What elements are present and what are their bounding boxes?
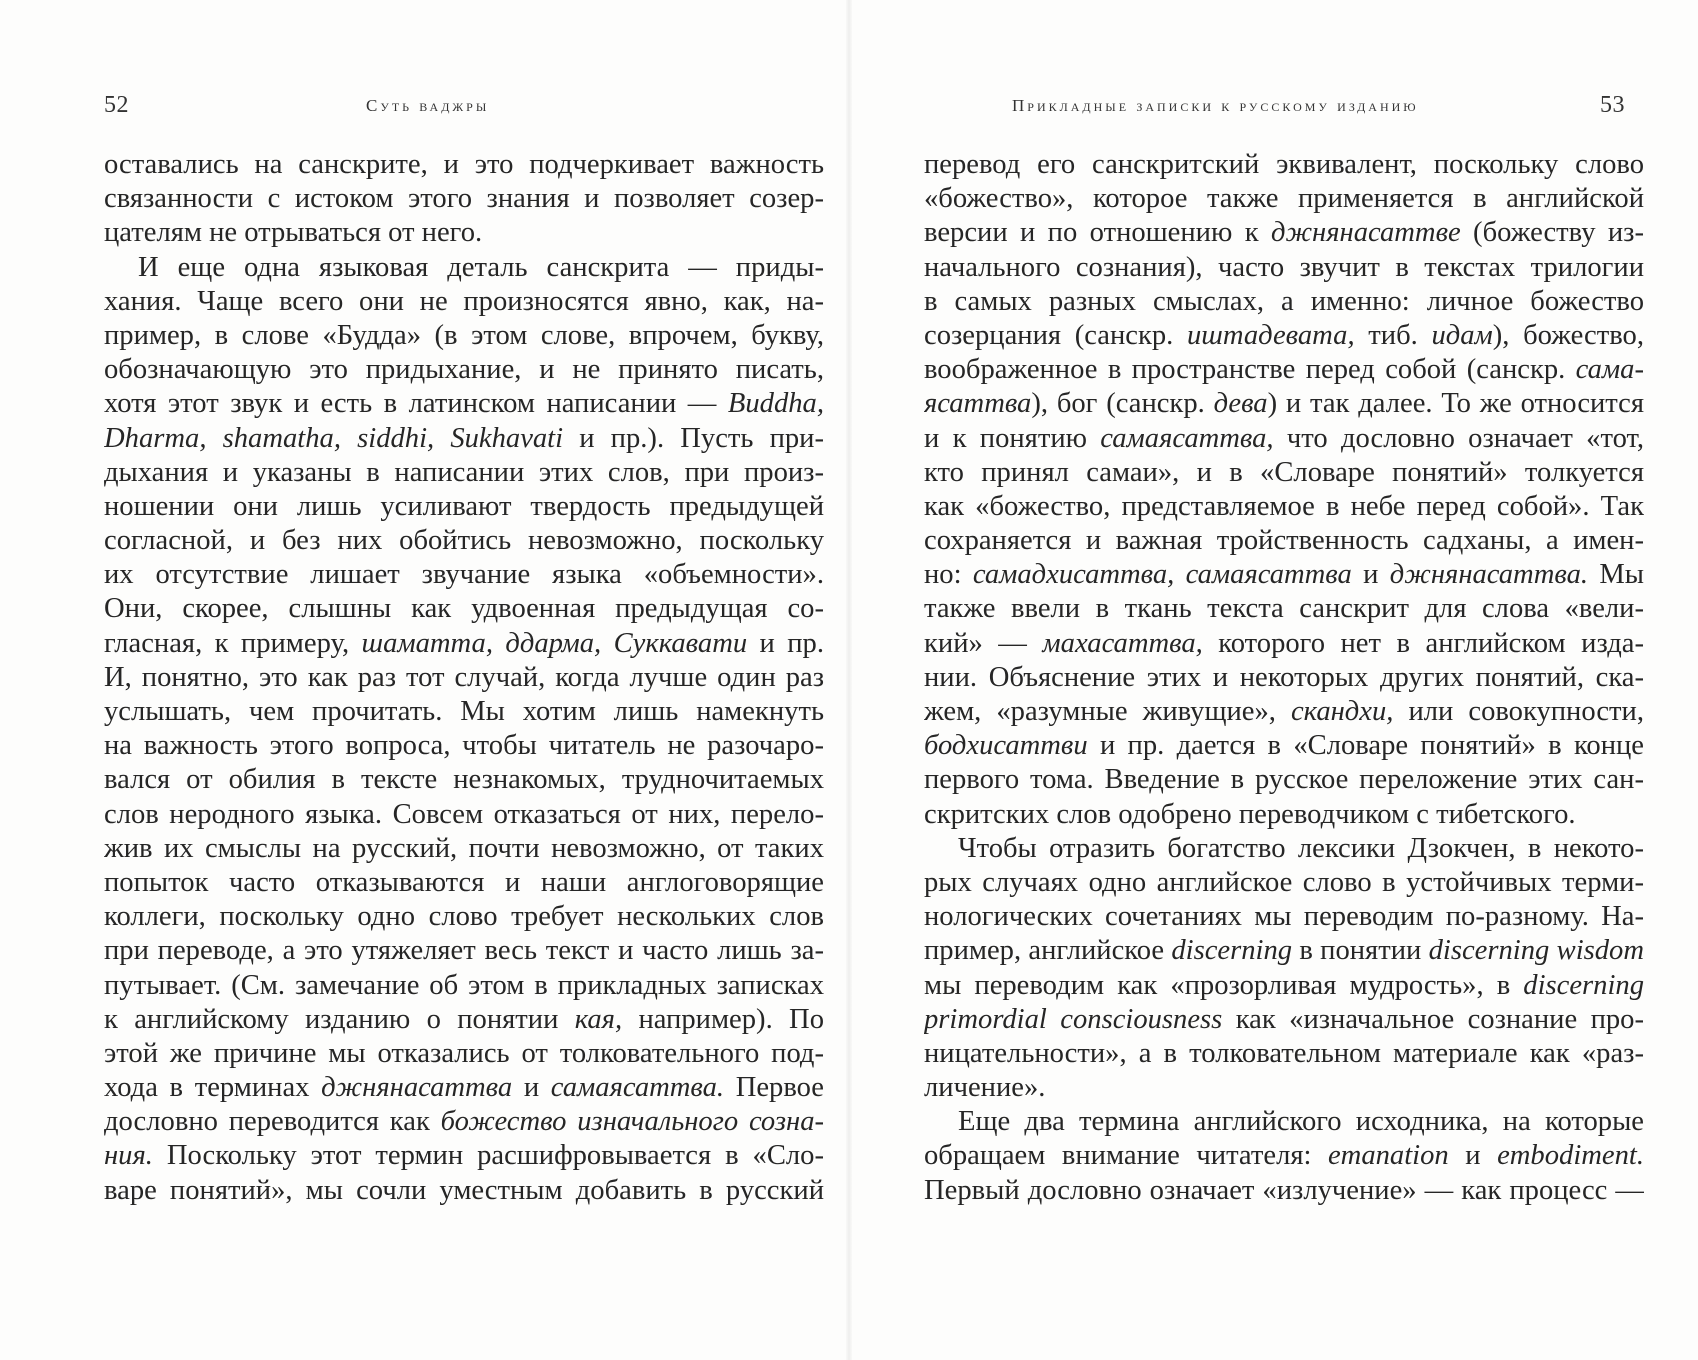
text-run: сохраняется и важная тройственность садханы, а имен- (924, 525, 1644, 557)
text-run: И, понятно, это как раз тот случай, когда лучше один раз (104, 661, 824, 693)
text-line (924, 353, 1644, 387)
text-run: вался от обилия в тексте незнакомых, трудночитаемых (104, 764, 824, 796)
text-line (924, 592, 1644, 626)
text-line (924, 934, 1644, 968)
text-run: ), божество, (1492, 319, 1644, 351)
italic-term: embodiment. (1497, 1140, 1644, 1172)
text-line (104, 182, 824, 216)
text-run: скритских слов одобрено переводчиком с тибетского. (924, 798, 1576, 830)
text-run: воображенное в пространстве перед собой (санскр. (924, 354, 1576, 386)
text-line (104, 285, 824, 319)
italic-term: самаясаттва, (1100, 422, 1274, 454)
page-number: 53 (1600, 92, 1625, 118)
text-line (924, 1174, 1644, 1208)
text-run: ) и так далее. То же относится (1267, 388, 1644, 420)
text-run: жем, «разумные живущие», (924, 696, 1291, 727)
text-line (924, 387, 1644, 421)
text-run: Первое (724, 1072, 824, 1104)
left-page-text (104, 148, 824, 1208)
right-page-text (924, 148, 1644, 1208)
italic-term: иштадевата, (1186, 319, 1355, 351)
text-run: варе понятий», мы сочли уместным добавить в русский (104, 1174, 824, 1206)
text-line (924, 148, 1644, 182)
text-run: коллеги, поскольку одно слово требует нескольких слов (104, 901, 824, 933)
italic-term: discerning (1523, 969, 1644, 1001)
text-line (924, 422, 1644, 456)
text-run: версии и по отношению к (924, 217, 1271, 249)
text-line (924, 456, 1644, 490)
text-run: в самых разных смыслах, а именно: личное божество (924, 285, 1644, 317)
text-run: оставались на санскрите, и это подчеркивает важность (104, 149, 824, 180)
text-run: ношении они лишь усиливают твердость предыдущей (104, 490, 824, 522)
text-line (104, 763, 824, 797)
text-run: Мы (1588, 559, 1644, 591)
text-run: обращаем внимание читателя: (924, 1140, 1328, 1172)
italic-term: emanation (1327, 1140, 1449, 1172)
italic-term: Buddha, (727, 388, 824, 420)
text-run: дословно переводится как (104, 1106, 441, 1138)
text-run: и (1351, 559, 1390, 591)
text-line (104, 1037, 824, 1071)
italic-term: кая, (574, 1003, 623, 1035)
text-line (104, 900, 824, 934)
text-line (924, 490, 1644, 524)
text-run: созерцания (санскр. (924, 319, 1187, 351)
right-page-header (924, 92, 1644, 122)
text-run: попыток часто отказываются и наши англоговорящие (104, 866, 824, 898)
running-head: Суть ваджры (366, 96, 490, 115)
text-line (104, 832, 824, 866)
text-run: Еще два термина английского исходника, на которые (958, 1106, 1644, 1138)
text-line (924, 558, 1644, 592)
text-run: например). По (622, 1003, 824, 1035)
left-page-header (104, 92, 824, 122)
text-run: жив их смыслы на русский, почти невозможно, от таких (104, 832, 824, 864)
text-line (104, 1105, 824, 1139)
text-run: нии. Объяснение этих и некоторых других понятий, ска- (924, 661, 1644, 693)
text-run: «божество», которое также применяется в английской (924, 183, 1644, 215)
text-run: нологических сочетаниях мы переводим по-разному. На- (924, 901, 1644, 933)
text-run: и (512, 1072, 551, 1104)
text-line (104, 1174, 824, 1208)
text-line (104, 592, 824, 626)
text-run: кто принял самаи», и в «Словаре понятий» толкуется (924, 456, 1644, 488)
text-run: при переводе, а это утяжеляет весь текст и часто лишь за- (104, 935, 824, 967)
text-run: гласная, к примеру, (104, 627, 362, 659)
text-run: начального сознания), часто звучит в текстах трилогии (924, 251, 1644, 283)
text-line (924, 251, 1644, 285)
italic-term: ния. (104, 1140, 153, 1172)
text-run: к английскому изданию о понятии (104, 1003, 575, 1035)
book-gutter (846, 0, 852, 1360)
text-line (924, 763, 1644, 797)
text-run: Они, скорее, слышны как удвоенная предыдущая со- (104, 593, 824, 625)
text-run: этой же причине мы отказались от толковательного под- (104, 1037, 824, 1069)
page-number: 52 (104, 92, 129, 118)
text-run: хотя этот звук и есть в латинском написании — (104, 388, 728, 420)
text-run: на важность этого вопроса, чтобы читатель не разочаро- (104, 730, 824, 762)
text-run: ), бог (санскр. (1031, 388, 1214, 420)
text-run: рых случаях одно английское слово в устойчивых терми- (924, 866, 1644, 898)
text-line (924, 182, 1644, 216)
text-run: и пр. дается в «Словаре понятий» в конце (1087, 730, 1644, 762)
text-line (924, 627, 1644, 661)
text-line (104, 729, 824, 763)
italic-term: сама- (1575, 354, 1644, 386)
text-run: услышать, чем прочитать. Мы хотим лишь намекнуть (104, 696, 824, 727)
text-line (104, 387, 824, 421)
left-page (104, 92, 824, 1208)
text-run: кий» — (924, 627, 1043, 659)
text-line (104, 216, 824, 250)
italic-term: Dharma, shamatha, siddhi, Sukhavati (104, 422, 564, 454)
text-run: и пр.). Пусть при- (563, 422, 824, 454)
text-line (924, 1139, 1644, 1173)
text-line (924, 969, 1644, 1003)
text-run: Поскольку этот термин расшифровывается в «Сло- (152, 1140, 824, 1172)
italic-term: махасаттва, (1042, 627, 1203, 659)
italic-term: дева (1213, 388, 1268, 420)
text-run: их отсутствие лишает звучание языка «объемности». (104, 559, 824, 591)
text-run: слов неродного языка. Совсем отказаться от них, перело- (104, 798, 824, 830)
right-page (924, 92, 1644, 1208)
text-line (104, 866, 824, 900)
text-line (924, 1003, 1644, 1037)
text-run: которого нет в английском изда- (1202, 627, 1644, 659)
text-run: путывает. (См. замечание об этом в прикладных записках (104, 969, 824, 1001)
text-line (924, 524, 1644, 558)
text-run: дыхания и указаны в написании этих слов, при произ- (104, 456, 824, 488)
text-run: также ввели в ткань текста санскрит для слова «вели- (924, 593, 1644, 625)
text-line (924, 216, 1644, 250)
text-line (924, 729, 1644, 763)
text-run: согласной, и без них обойтись невозможно, поскольку (104, 525, 824, 557)
text-run: и пр. (747, 627, 824, 659)
text-line (924, 1105, 1644, 1139)
text-line (104, 251, 824, 285)
italic-term: джнянасаттва (321, 1072, 513, 1104)
italic-term: самадхисаттва, самаясаттва (972, 559, 1352, 591)
text-run: первого тома. Введение в русское переложение этих сан- (924, 764, 1644, 796)
text-run: хания. Чаще всего они не произносятся явно, как, на- (104, 285, 824, 317)
text-line (924, 1037, 1644, 1071)
italic-term: идам (1431, 319, 1493, 351)
text-line (104, 1003, 824, 1037)
italic-term: божество изначального созна- (440, 1106, 824, 1138)
text-line (104, 1139, 824, 1173)
text-run: перевод его санскритский эквивалент, поскольку слово (924, 149, 1644, 180)
text-line (104, 798, 824, 832)
text-run: в понятии (1292, 935, 1429, 967)
text-run: цателям не отрываться от него. (104, 217, 483, 249)
text-line (104, 558, 824, 592)
italic-term: скандхи, (1290, 696, 1394, 727)
italic-term: discerning wisdom (1428, 935, 1644, 967)
text-line (104, 661, 824, 695)
text-run: связанности с истоком этого знания и позволяет созер- (104, 183, 824, 215)
text-run: мы переводим как «прозорливая мудрость», в (924, 969, 1524, 1001)
text-line (104, 695, 824, 729)
text-run: но: (924, 559, 973, 591)
text-run: и к понятию (924, 422, 1101, 454)
text-line (924, 661, 1644, 695)
italic-term: primordial consciousness (924, 1003, 1223, 1035)
text-run: как «изначальное сознание про- (1222, 1003, 1644, 1035)
italic-term: джнянасаттва. (1389, 559, 1589, 591)
text-line (924, 319, 1644, 353)
text-run: или совокупности, (1393, 696, 1644, 727)
text-line (924, 285, 1644, 319)
text-line (104, 490, 824, 524)
text-line (104, 456, 824, 490)
text-run: Чтобы отразить богатство лексики Дзокчен, в некото- (958, 832, 1644, 864)
text-run: тиб. (1354, 319, 1432, 351)
text-line (924, 900, 1644, 934)
italic-term: шаматта, ддарма, Суккавати (361, 627, 748, 659)
text-line (924, 798, 1644, 832)
text-line (104, 969, 824, 1003)
text-line (104, 524, 824, 558)
text-line (104, 627, 824, 661)
text-run: И еще одна языковая деталь санскрита — приды- (138, 251, 824, 283)
text-run: личение». (924, 1072, 1046, 1104)
text-run: хода в терминах (104, 1072, 322, 1104)
italic-term: бодхисаттви (924, 730, 1088, 762)
text-line (104, 934, 824, 968)
text-line (924, 832, 1644, 866)
italic-term: ясаттва (924, 388, 1032, 420)
text-line (104, 148, 824, 182)
text-run: пример, английское (924, 935, 1172, 967)
text-run: ницательности», а в толковательном материале как «раз- (924, 1037, 1644, 1069)
text-line (924, 866, 1644, 900)
text-run: (божеству из- (1460, 217, 1644, 249)
italic-term: самаясаттва. (550, 1072, 725, 1104)
text-run: пример, в слове «Будда» (в этом слове, впрочем, букву, (104, 319, 824, 351)
text-line (104, 422, 824, 456)
text-line (104, 353, 824, 387)
italic-term: джнянасаттве (1271, 217, 1461, 249)
text-line (924, 1071, 1644, 1105)
italic-term: discerning (1171, 935, 1293, 967)
running-head: Прикладные записки к русскому изданию (1012, 96, 1419, 115)
text-run: Первый дословно означает «излучение» — как процесс — (924, 1174, 1644, 1206)
text-run: как «божество, представляемое в небе перед собой». Так (924, 490, 1644, 522)
text-run: что дословно означает «тот, (1273, 422, 1644, 454)
text-line (104, 319, 824, 353)
text-line (104, 1071, 824, 1105)
text-run: обозначающую это придыхание, и не принято писать, (104, 354, 824, 386)
text-line (924, 695, 1644, 729)
text-run: и (1448, 1140, 1498, 1172)
